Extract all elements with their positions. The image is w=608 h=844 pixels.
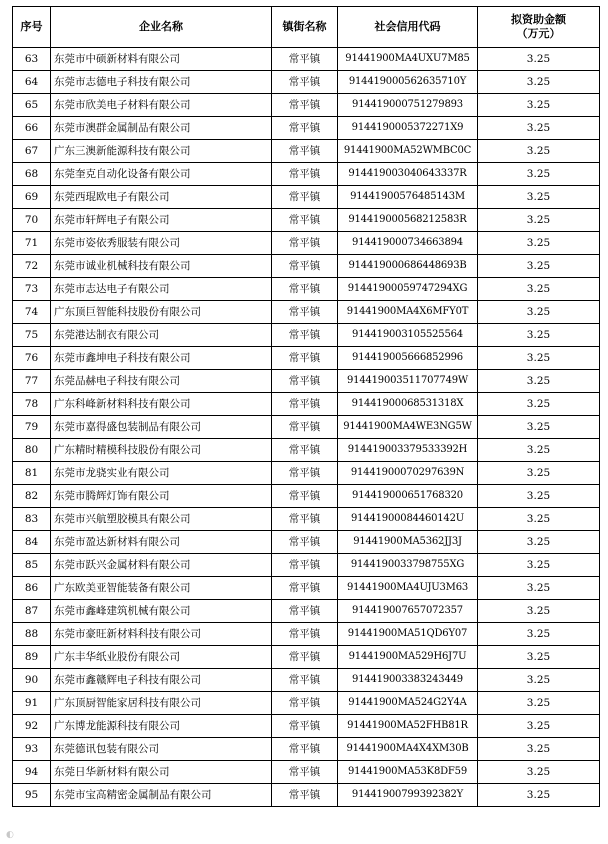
row-credit-code: 91441900070297639N	[338, 462, 478, 485]
row-amount: 3.25	[478, 738, 600, 761]
row-company-name: 广东三澳新能源科技有限公司	[51, 140, 272, 163]
row-company-name: 东莞市志德电子科技有限公司	[51, 71, 272, 94]
row-town-name: 常平镇	[272, 577, 338, 600]
row-seq: 77	[13, 370, 51, 393]
row-company-name: 东莞市兴航塑胶模具有限公司	[51, 508, 272, 531]
table-row	[13, 508, 600, 531]
row-amount: 3.25	[478, 324, 600, 347]
row-credit-code: 91441900059747294XG	[338, 278, 478, 301]
row-town-name: 常平镇	[272, 554, 338, 577]
row-credit-code: 914419000751279893	[338, 94, 478, 117]
row-seq: 81	[13, 462, 51, 485]
table-row	[13, 140, 600, 163]
row-company-name: 东莞市欣美电子材料有限公司	[51, 94, 272, 117]
row-company-name: 东莞市轩辉电子有限公司	[51, 209, 272, 232]
table-row	[13, 554, 600, 577]
row-credit-code: 9144190005372271X9	[338, 117, 478, 140]
row-credit-code: 91441900MA53K8DF59	[338, 761, 478, 784]
row-town-name: 常平镇	[272, 715, 338, 738]
row-amount: 3.25	[478, 692, 600, 715]
header-amount-unit: （万元）	[516, 27, 561, 40]
row-credit-code: 914419003105525564	[338, 324, 478, 347]
row-amount: 3.25	[478, 554, 600, 577]
row-credit-code: 914419000686448693B	[338, 255, 478, 278]
row-seq: 83	[13, 508, 51, 531]
row-seq: 84	[13, 531, 51, 554]
row-seq: 73	[13, 278, 51, 301]
table-row	[13, 416, 600, 439]
row-company-name: 东莞市嘉得盛包装制品有限公司	[51, 416, 272, 439]
row-amount: 3.25	[478, 48, 600, 71]
row-seq: 69	[13, 186, 51, 209]
table-row	[13, 186, 600, 209]
row-company-name: 广东丰华纸业股份有限公司	[51, 646, 272, 669]
table-row	[13, 577, 600, 600]
table-header-row	[13, 7, 600, 48]
subsidy-table	[12, 6, 600, 807]
table-row	[13, 462, 600, 485]
row-company-name: 东莞市澳群金属制品有限公司	[51, 117, 272, 140]
row-credit-code: 914419003383243449	[338, 669, 478, 692]
row-company-name: 东莞市宝高精密金属制品有限公司	[51, 784, 272, 807]
row-credit-code: 91441900MA52WMBC0C	[338, 140, 478, 163]
row-credit-code: 91441900MA51QD6Y07	[338, 623, 478, 646]
row-town-name: 常平镇	[272, 117, 338, 140]
row-seq: 68	[13, 163, 51, 186]
table-row	[13, 600, 600, 623]
row-credit-code: 914419003040643337R	[338, 163, 478, 186]
row-seq: 93	[13, 738, 51, 761]
row-company-name: 东莞西琨欧电子有限公司	[51, 186, 272, 209]
row-company-name: 东莞市志达电子有限公司	[51, 278, 272, 301]
row-seq: 87	[13, 600, 51, 623]
row-seq: 75	[13, 324, 51, 347]
row-town-name: 常平镇	[272, 347, 338, 370]
row-company-name: 东莞德讯包装有限公司	[51, 738, 272, 761]
row-town-name: 常平镇	[272, 646, 338, 669]
row-credit-code: 914419000562635710Y	[338, 71, 478, 94]
table-row	[13, 370, 600, 393]
table-row	[13, 71, 600, 94]
document-page	[12, 6, 599, 807]
row-town-name: 常平镇	[272, 370, 338, 393]
row-company-name: 东莞市盈达新材料有限公司	[51, 531, 272, 554]
row-amount: 3.25	[478, 577, 600, 600]
row-town-name: 常平镇	[272, 692, 338, 715]
table-row	[13, 784, 600, 807]
table-row	[13, 48, 600, 71]
row-amount: 3.25	[478, 301, 600, 324]
row-credit-code: 91441900MA5362JJ3J	[338, 531, 478, 554]
row-credit-code: 914419007657072357	[338, 600, 478, 623]
row-town-name: 常平镇	[272, 738, 338, 761]
row-seq: 71	[13, 232, 51, 255]
row-company-name: 东莞港达制衣有限公司	[51, 324, 272, 347]
row-credit-code: 914419000651768320	[338, 485, 478, 508]
row-amount: 3.25	[478, 508, 600, 531]
row-company-name: 广东顶巨智能科技股份有限公司	[51, 301, 272, 324]
row-amount: 3.25	[478, 669, 600, 692]
table-row	[13, 117, 600, 140]
row-company-name: 东莞奎克自动化设备有限公司	[51, 163, 272, 186]
row-town-name: 常平镇	[272, 462, 338, 485]
row-company-name: 广东科峰新材料科技有限公司	[51, 393, 272, 416]
row-company-name: 东莞市豪旺新材料科技有限公司	[51, 623, 272, 646]
row-seq: 70	[13, 209, 51, 232]
row-town-name: 常平镇	[272, 531, 338, 554]
row-credit-code: 91441900MA4WE3NG5W	[338, 416, 478, 439]
row-company-name: 广东精时精模科技股份有限公司	[51, 439, 272, 462]
row-seq: 91	[13, 692, 51, 715]
row-seq: 66	[13, 117, 51, 140]
row-town-name: 常平镇	[272, 163, 338, 186]
row-amount: 3.25	[478, 117, 600, 140]
row-town-name: 常平镇	[272, 209, 338, 232]
row-company-name: 东莞日华新材料有限公司	[51, 761, 272, 784]
header-credit-code: 社会信用代码	[338, 7, 478, 48]
row-town-name: 常平镇	[272, 784, 338, 807]
row-seq: 86	[13, 577, 51, 600]
row-company-name: 东莞市诚业机械科技有限公司	[51, 255, 272, 278]
table-body	[13, 48, 600, 807]
row-company-name: 东莞市姿依秀服装有限公司	[51, 232, 272, 255]
table-row	[13, 715, 600, 738]
row-amount: 3.25	[478, 416, 600, 439]
row-company-name: 东莞市腾辉灯饰有限公司	[51, 485, 272, 508]
table-row	[13, 278, 600, 301]
row-town-name: 常平镇	[272, 416, 338, 439]
header-amount	[478, 7, 600, 48]
table-row	[13, 485, 600, 508]
table-row	[13, 94, 600, 117]
row-company-name: 东莞品赫电子科技有限公司	[51, 370, 272, 393]
row-seq: 74	[13, 301, 51, 324]
row-company-name: 广东欧美亚智能装备有限公司	[51, 577, 272, 600]
row-seq: 88	[13, 623, 51, 646]
row-credit-code: 914419000734663894	[338, 232, 478, 255]
row-town-name: 常平镇	[272, 140, 338, 163]
row-seq: 80	[13, 439, 51, 462]
row-credit-code: 91441900799392382Y	[338, 784, 478, 807]
row-credit-code: 91441900MA4UJU3M63	[338, 577, 478, 600]
row-credit-code: 91441900MA529H6J7U	[338, 646, 478, 669]
row-credit-code: 914419003511707749W	[338, 370, 478, 393]
row-company-name: 广东博龙能源科技有限公司	[51, 715, 272, 738]
row-amount: 3.25	[478, 232, 600, 255]
row-town-name: 常平镇	[272, 232, 338, 255]
row-amount: 3.25	[478, 278, 600, 301]
row-credit-code: 91441900MA4X6MFY0T	[338, 301, 478, 324]
table-row	[13, 324, 600, 347]
row-company-name: 东莞市跃兴金属材料有限公司	[51, 554, 272, 577]
row-amount: 3.25	[478, 623, 600, 646]
row-town-name: 常平镇	[272, 439, 338, 462]
row-town-name: 常平镇	[272, 255, 338, 278]
row-town-name: 常平镇	[272, 485, 338, 508]
row-company-name: 东莞市鑫赣辉电子科技有限公司	[51, 669, 272, 692]
header-company-name: 企业名称	[51, 7, 272, 48]
row-amount: 3.25	[478, 347, 600, 370]
row-amount: 3.25	[478, 462, 600, 485]
row-seq: 72	[13, 255, 51, 278]
row-credit-code: 9144190033798755XG	[338, 554, 478, 577]
table-row	[13, 232, 600, 255]
row-credit-code: 91441900MA4X4XM30B	[338, 738, 478, 761]
row-seq: 90	[13, 669, 51, 692]
row-seq: 94	[13, 761, 51, 784]
row-seq: 78	[13, 393, 51, 416]
row-seq: 89	[13, 646, 51, 669]
row-amount: 3.25	[478, 370, 600, 393]
row-credit-code: 91441900576485143M	[338, 186, 478, 209]
row-company-name: 东莞市龙骁实业有限公司	[51, 462, 272, 485]
header-amount-title: 拟资助金额	[511, 13, 566, 26]
row-town-name: 常平镇	[272, 393, 338, 416]
table-row	[13, 439, 600, 462]
table-row	[13, 669, 600, 692]
row-town-name: 常平镇	[272, 669, 338, 692]
table-row	[13, 761, 600, 784]
table-row	[13, 646, 600, 669]
table-row	[13, 163, 600, 186]
table-row	[13, 255, 600, 278]
row-amount: 3.25	[478, 140, 600, 163]
row-town-name: 常平镇	[272, 623, 338, 646]
row-seq: 63	[13, 48, 51, 71]
row-amount: 3.25	[478, 186, 600, 209]
row-town-name: 常平镇	[272, 324, 338, 347]
table-row	[13, 738, 600, 761]
row-town-name: 常平镇	[272, 301, 338, 324]
row-credit-code: 91441900MA4UXU7M85	[338, 48, 478, 71]
row-credit-code: 914419003379533392H	[338, 439, 478, 462]
row-town-name: 常平镇	[272, 186, 338, 209]
row-seq: 67	[13, 140, 51, 163]
row-company-name: 东莞市中硕新材料有限公司	[51, 48, 272, 71]
table-row	[13, 623, 600, 646]
row-town-name: 常平镇	[272, 278, 338, 301]
row-amount: 3.25	[478, 163, 600, 186]
row-seq: 65	[13, 94, 51, 117]
table-row	[13, 301, 600, 324]
table-row	[13, 692, 600, 715]
row-credit-code: 91441900MA524G2Y4A	[338, 692, 478, 715]
row-company-name: 东莞市鑫坤电子科技有限公司	[51, 347, 272, 370]
row-company-name: 广东顶厨智能家居科技有限公司	[51, 692, 272, 715]
row-company-name: 东莞市鑫峰建筑机械有限公司	[51, 600, 272, 623]
table-row	[13, 209, 600, 232]
row-amount: 3.25	[478, 485, 600, 508]
row-amount: 3.25	[478, 531, 600, 554]
row-seq: 82	[13, 485, 51, 508]
row-amount: 3.25	[478, 646, 600, 669]
row-seq: 76	[13, 347, 51, 370]
row-credit-code: 91441900MA52FHB81R	[338, 715, 478, 738]
row-credit-code: 91441900084460142U	[338, 508, 478, 531]
row-seq: 92	[13, 715, 51, 738]
row-amount: 3.25	[478, 71, 600, 94]
row-town-name: 常平镇	[272, 761, 338, 784]
row-seq: 64	[13, 71, 51, 94]
row-amount: 3.25	[478, 255, 600, 278]
row-seq: 79	[13, 416, 51, 439]
row-amount: 3.25	[478, 209, 600, 232]
row-amount: 3.25	[478, 439, 600, 462]
row-amount: 3.25	[478, 94, 600, 117]
row-amount: 3.25	[478, 600, 600, 623]
table-row	[13, 393, 600, 416]
row-town-name: 常平镇	[272, 71, 338, 94]
row-amount: 3.25	[478, 784, 600, 807]
watermark-icon: ◐	[6, 830, 14, 840]
header-town-name: 镇街名称	[272, 7, 338, 48]
header-seq: 序号	[13, 7, 51, 48]
row-town-name: 常平镇	[272, 48, 338, 71]
row-amount: 3.25	[478, 715, 600, 738]
table-row	[13, 531, 600, 554]
row-amount: 3.25	[478, 761, 600, 784]
row-credit-code: 914419000568212583R	[338, 209, 478, 232]
row-seq: 95	[13, 784, 51, 807]
row-town-name: 常平镇	[272, 600, 338, 623]
row-seq: 85	[13, 554, 51, 577]
row-amount: 3.25	[478, 393, 600, 416]
row-credit-code: 91441900068531318X	[338, 393, 478, 416]
row-town-name: 常平镇	[272, 94, 338, 117]
table-row	[13, 347, 600, 370]
row-credit-code: 914419005666852996	[338, 347, 478, 370]
row-town-name: 常平镇	[272, 508, 338, 531]
